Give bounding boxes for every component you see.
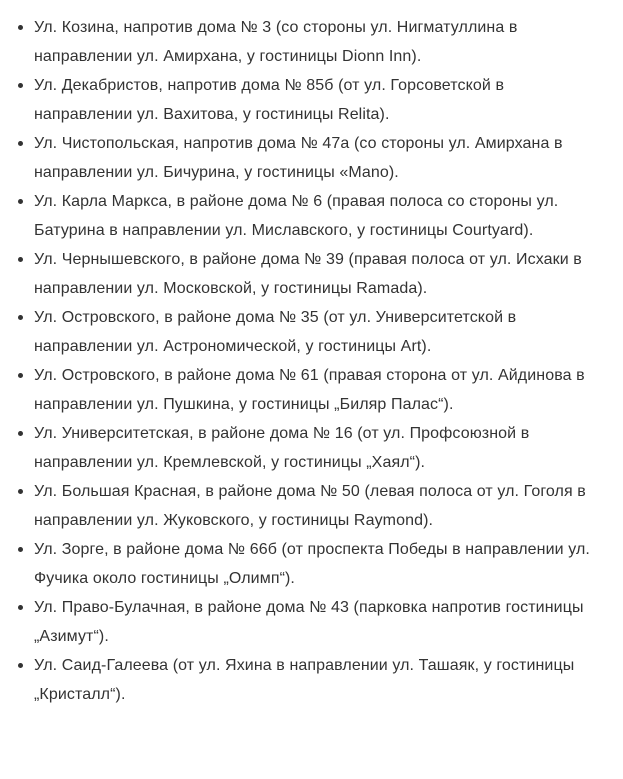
- bullet-icon: [18, 315, 23, 320]
- list-item-text: Ул. Декабристов, напротив дома № 85б (от ул. Горсоветской в направлении ул. Вахитова, у гостиницы Relita).: [34, 77, 505, 123]
- list-item-text: Ул. Большая Красная, в районе дома № 50 (левая полоса от ул. Гоголя в направлении ул. Жуковского, у гостиницы Raymond).: [34, 483, 586, 529]
- list-item: [34, 419, 597, 477]
- list-item: [34, 187, 597, 245]
- bullet-icon: [18, 489, 23, 494]
- list-item-text: Ул. Островского, в районе дома № 35 (от ул. Университетской в направлении ул. Астрономической, у гостиницы Art).: [34, 309, 517, 355]
- list-item-text: Ул. Зорге, в районе дома № 66б (от проспекта Победы в направлении ул. Фучика около гостиницы „Олимп“).: [34, 541, 590, 587]
- list-item-text: Ул. Саид-Галеева (от ул. Яхина в направлении ул. Ташаяк, у гостиницы „Кристалл“).: [34, 657, 575, 703]
- bullet-icon: [18, 547, 23, 552]
- list-item-text: Ул. Университетская, в районе дома № 16 (от ул. Профсоюзной в направлении ул. Кремлевской, у гостиницы „Хаял“).: [34, 425, 530, 471]
- list-item: [34, 593, 597, 651]
- bullet-icon: [18, 25, 23, 30]
- list-item: [34, 651, 597, 709]
- bullet-icon: [18, 199, 23, 204]
- list-item-text: Ул. Чернышевского, в районе дома № 39 (правая полоса от ул. Исхаки в направлении ул. Московской, у гостиницы Ramada).: [34, 251, 582, 297]
- bullet-icon: [18, 83, 23, 88]
- list-item: [34, 303, 597, 361]
- bullet-icon: [18, 663, 23, 668]
- list-item: [34, 361, 597, 419]
- list-item: [34, 477, 597, 535]
- list-item: [34, 535, 597, 593]
- list-item-text: Ул. Островского, в районе дома № 61 (правая сторона от ул. Айдинова в направлении ул. Пушкина, у гостиницы „Биляр Палас“).: [34, 367, 585, 413]
- list-item: [34, 71, 597, 129]
- bullet-icon: [18, 141, 23, 146]
- list-item-text: Ул. Карла Маркса, в районе дома № 6 (правая полоса со стороны ул. Батурина в направлении ул. Миславского, у гостиницы Courtyard).: [34, 193, 559, 239]
- list-item-text: Ул. Чистопольская, напротив дома № 47а (со стороны ул. Амирхана в направлении ул. Бичурина, у гостиницы «Mano).: [34, 135, 563, 181]
- list-item: [34, 245, 597, 303]
- list-item-text: Ул. Козина, напротив дома № 3 (со стороны ул. Нигматуллина в направлении ул. Амирхана, у гостиницы Dionn Inn).: [34, 19, 518, 65]
- list-item-text: Ул. Право-Булачная, в районе дома № 43 (парковка напротив гостиницы „Азимут“).: [34, 599, 584, 645]
- list-item: [34, 129, 597, 187]
- bullet-icon: [18, 431, 23, 436]
- list-item: [34, 13, 597, 71]
- bullet-icon: [18, 605, 23, 610]
- bullet-icon: [18, 373, 23, 378]
- bullet-icon: [18, 257, 23, 262]
